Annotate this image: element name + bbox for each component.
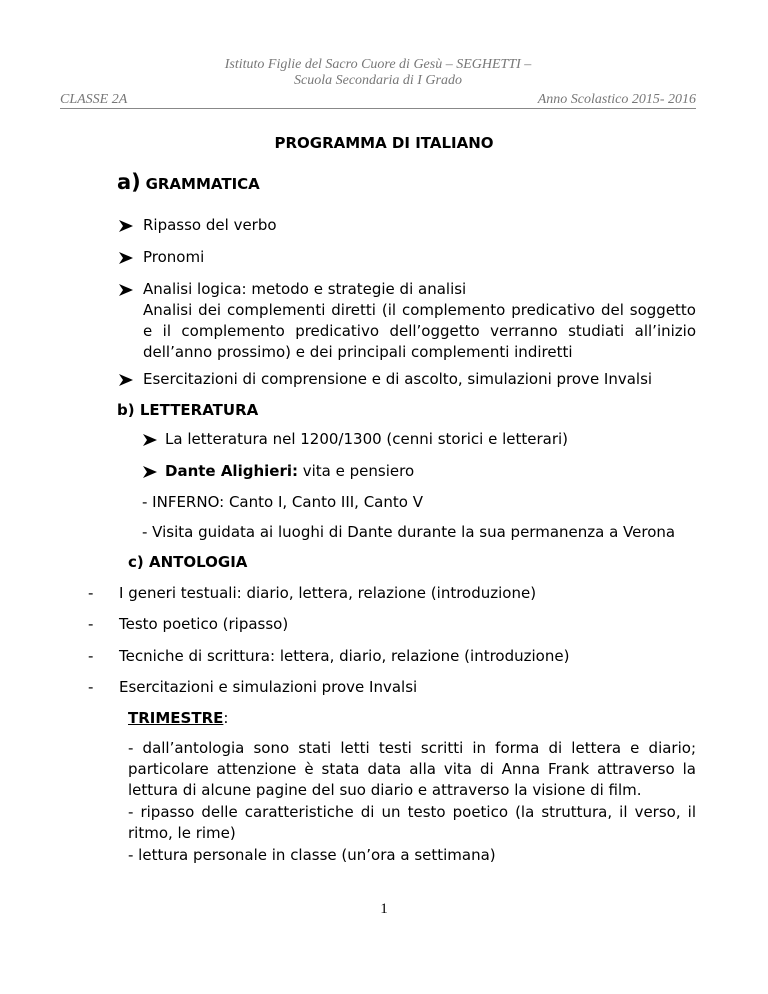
list-item: Testo poetico (ripasso) — [119, 615, 289, 633]
arrow-bullet-icon — [118, 283, 134, 297]
dash-bullet: - — [88, 615, 94, 633]
trimestre-paragraph: - lettura personale in classe (un’ora a settimana) — [128, 846, 496, 864]
list-item: I generi testuali: diario, lettera, relazione (introduzione) — [119, 584, 537, 602]
trimestre-paragraph: - ripasso delle caratteristiche di un testo poetico (la struttura, il verso, il ritmo, le rime) — [128, 803, 696, 842]
school-year: Anno Scolastico 2015- 2016 — [537, 92, 696, 107]
arrow-bullet-icon — [142, 465, 158, 479]
section-letteratura-heading: b) LETTERATURA — [117, 401, 259, 419]
inferno-line: - INFERNO: Canto I, Canto III, Canto V — [142, 493, 423, 511]
dash-bullet: - — [88, 584, 94, 602]
arrow-bullet-icon — [118, 219, 134, 233]
visita-line: - Visita guidata ai luoghi di Dante durante la sua permanenza a Verona — [142, 523, 676, 541]
list-item: Esercitazioni di comprensione e di ascolto, simulazioni prove Invalsi — [143, 370, 653, 388]
section-title-grammatica: GRAMMATICA — [145, 175, 260, 193]
school-level: Scuola Secondaria di I Grado — [294, 73, 462, 88]
list-item: Tecniche di scrittura: lettera, diario, relazione (introduzione) — [119, 647, 570, 665]
dash-bullet: - — [88, 678, 94, 696]
section-grammatica-heading — [117, 172, 260, 195]
author-name: Dante Alighieri: — [165, 462, 298, 480]
page-number: 1 — [380, 901, 388, 917]
author-topic: vita e pensiero — [297, 462, 415, 480]
trimestre-heading — [128, 708, 228, 729]
list-item: Pronomi — [143, 248, 205, 266]
arrow-bullet-icon — [142, 433, 158, 447]
trimestre-paragraph: - dall’antologia sono stati letti testi scritti in forma di lettera e diario; particolare attenzione è stata data alla vita di Anna Frank attraverso la lettura di alcune pagine del suo diario e attraverso la visione di film. — [128, 739, 696, 799]
list-item: La letteratura nel 1200/1300 (cenni storici e letterari) — [165, 430, 569, 448]
arrow-bullet-icon — [118, 373, 134, 387]
list-item — [165, 461, 414, 482]
school-header — [60, 57, 696, 89]
list-item: Analisi logica: metodo e strategie di analisi — [143, 280, 467, 298]
dash-bullet: - — [88, 647, 94, 665]
list-item: Esercitazioni e simulazioni prove Invalsi — [119, 678, 418, 696]
class-label: CLASSE 2A — [60, 92, 128, 107]
list-item: Ripasso del verbo — [143, 216, 277, 234]
section-antologia-heading: c) ANTOLOGIA — [128, 553, 248, 571]
section-letter-a: a) — [117, 170, 141, 194]
page-title: PROGRAMMA DI ITALIANO — [274, 134, 494, 152]
trimestre-label: TRIMESTRE — [128, 709, 224, 727]
trimestre-colon: : — [223, 709, 229, 727]
header-rule-row — [60, 90, 696, 109]
analisi-detail-paragraph: Analisi dei complementi diretti (il complemento predicativo del soggetto e il complemento predicativo dell’oggetto verranno studiati all’inizio dell’anno prossimo) e dei principali complementi indiretti — [143, 301, 696, 361]
arrow-bullet-icon — [118, 251, 134, 265]
school-name: Istituto Figlie del Sacro Cuore di Gesù – SEGHETTI – — [224, 57, 532, 72]
